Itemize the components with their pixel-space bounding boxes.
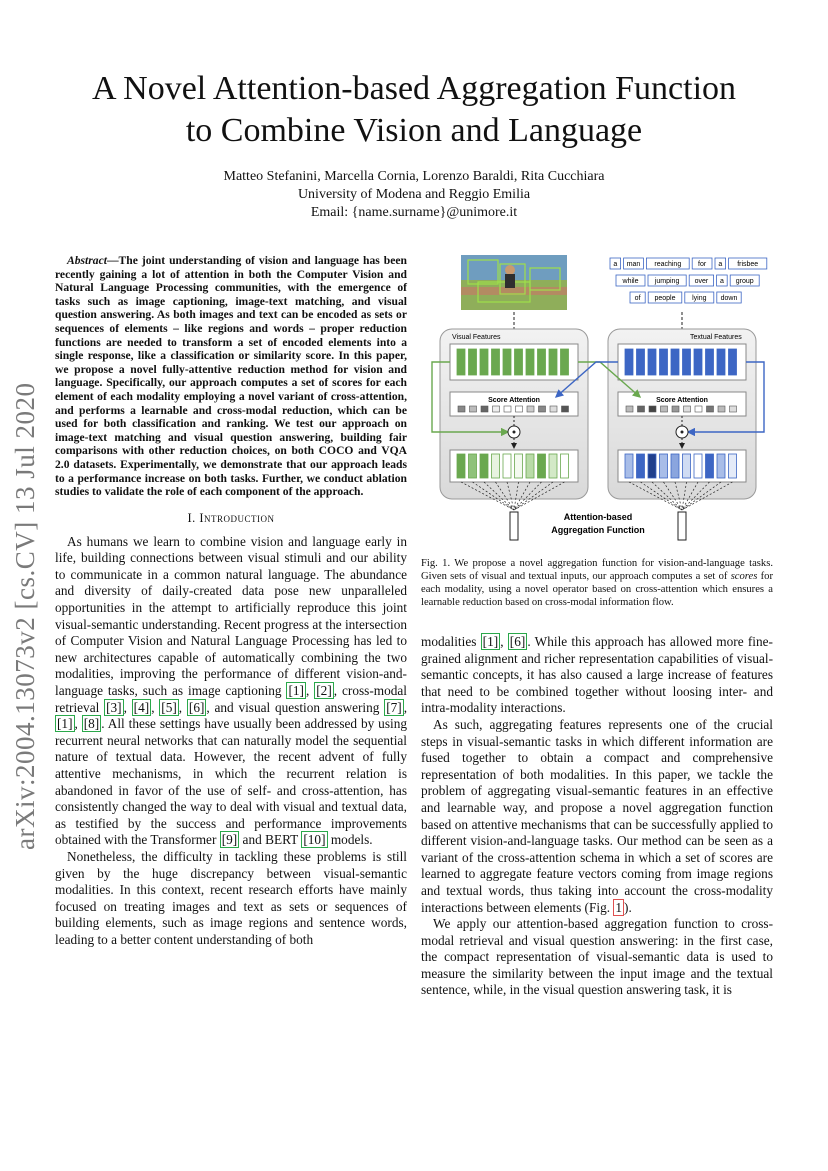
feature-bar (671, 349, 679, 375)
intro-text: models. (327, 832, 373, 848)
title-line-1: A Novel Attention-based Aggregation Function (91, 70, 737, 107)
feature-bar (538, 349, 546, 375)
intro-text: and BERT (239, 832, 302, 848)
figure-caption (421, 557, 773, 609)
abstract-label: Abstract (67, 254, 107, 267)
score-cell (649, 406, 656, 412)
citation-link[interactable]: [4] (133, 699, 150, 715)
feature-bar (729, 349, 737, 375)
score-cell (672, 406, 679, 412)
word-token: frisbee (737, 261, 759, 268)
author-block (60, 168, 768, 222)
feature-bar (717, 454, 725, 478)
word-token: down (720, 295, 738, 302)
aggregation-label-1: Attention-based (563, 512, 633, 522)
feature-bar (729, 454, 737, 478)
word-token: group (735, 278, 754, 285)
input-words (610, 258, 767, 303)
intro-text: As humans we learn to combine vision and language early in life, building connections between visual stimuli and our ability to communicate in a common natural language. The abundance and diversity of daily-created data pose new unparalleled opportunities in the attempt to artificially reproduce this joint visual-semantic understanding. Recent progress at the intersection of Computer Vision and Natural Language Processing has led to new architectures capable of automatically combining the two modalities, improving the performance of different vision-and-language tasks, such as image captioning (55, 533, 407, 699)
score-cell (470, 406, 477, 412)
word-token: people (654, 295, 676, 302)
intro-text: , cross-modal retrieval (55, 683, 407, 715)
citation-link[interactable]: [7] (386, 699, 402, 715)
score-cell (638, 406, 645, 412)
feature-bar (648, 349, 656, 375)
feature-bar (480, 349, 488, 375)
feature-bar (480, 454, 488, 478)
word-token: for (698, 261, 707, 268)
figure-1 (420, 252, 780, 552)
word-token: while (622, 278, 639, 285)
citation-link[interactable]: [8] (83, 716, 100, 732)
intro-paragraph-2: Nonetheless, the difficulty in tackling these problems is still given by the huge discrepancy between visual-semantic modalities. In this context, recent research efforts have mainly focused on treating images and text as sets or sequences of building elements, such as image regions and sentence words, leading to a better content understanding of both (55, 848, 407, 947)
word-token: man (626, 261, 641, 268)
citation-link[interactable]: [2] (316, 683, 332, 699)
feature-bar (717, 349, 725, 375)
score-cell (550, 406, 557, 412)
feature-bar (671, 454, 679, 478)
feature-bar (526, 349, 534, 375)
feature-bar (683, 349, 691, 375)
score-cell (684, 406, 691, 412)
word-token: lying (692, 295, 707, 302)
citation-link[interactable]: [3] (106, 699, 122, 715)
feature-bar (694, 349, 702, 375)
feature-bar (457, 349, 465, 375)
feature-bar (648, 454, 656, 478)
score-cell (516, 406, 523, 412)
feature-bar (549, 349, 557, 375)
body-text: As such, aggregating features represents one of the crucial steps in visual-semantic tasks in which different information are fused together to obtain a compact and comprehensive representation of both modalities. In this paper, we tackle the problem of aggregating visual-semantic features in an effective and learnable way, and propose a novel aggregation function based on attentive mechanisms that can be successfully applied to different vision-and-language tasks. Our method can be seen as a variant of the cross-attention schema in which a set of scores are learned to aggregate feature vectors coming from image regions and textual words, thus taking into account the cross-modality interactions between elements (Fig. (421, 716, 773, 915)
word-token: reaching (654, 261, 682, 268)
feature-bar (503, 349, 511, 375)
email: Email: {name.surname}@unimore.it (310, 205, 518, 220)
word-token: jumping (654, 278, 680, 285)
citation-link[interactable]: [6] (188, 699, 205, 715)
feature-bar (660, 349, 668, 375)
score-cell (527, 406, 534, 412)
feature-bar (515, 349, 523, 375)
feature-bar (469, 454, 477, 478)
feature-bar (561, 454, 569, 478)
input-image (461, 255, 567, 310)
feature-bar (694, 454, 702, 478)
intro-paragraph-1: As humans we learn to combine vision and language early in life, building connections between visual stimuli and our ability to communicate in a common natural language. The abundance and diversity of daily-created data pose new unparalleled opportunities in the attempt to artificially reproduce this joint visual-semantic understanding. Recent progress at the intersection of Computer Vision and Natural Language Processing has led to new architectures capable of automatically combining the two modalities, improving the performance of different vision-and-language tasks, such as image captioning [1] , [2] , cross-modal retrieval [3] , [4] , [5] , [6] , and visual question answering [7] , [1] , [8] . All these settings have usually been addressed by using recurrent neural networks that can naturally model the sequential nature of textual data. However, the recent advent of fully attentive mechanisms, in which the recurrent relation is abandoned in favor of the use of self- and cross-attention, has consistently changed the way to deal with visual and textual data, as testified by the success and performance improvements obtained with the Transformer [9] and BERT [10] models. (55, 533, 408, 848)
feature-bar (457, 454, 465, 478)
feature-bar (492, 454, 500, 478)
paper-title (60, 68, 768, 152)
feature-bar (503, 454, 511, 478)
body-text: ). (624, 899, 632, 915)
score-cell (481, 406, 488, 412)
score-cell (730, 406, 737, 412)
feature-bar (625, 454, 633, 478)
score-attention-label: Score Attention (656, 397, 708, 404)
citation-link[interactable]: [5] (161, 699, 177, 715)
word-token: over (694, 278, 709, 285)
feature-bar (549, 454, 557, 478)
feature-bar (683, 454, 691, 478)
left-column (55, 254, 407, 949)
citation-link[interactable]: [1] (482, 634, 499, 649)
abstract (55, 254, 407, 499)
feature-bar (561, 349, 569, 375)
citation-link[interactable]: [9] (221, 832, 238, 848)
score-cell (539, 406, 546, 412)
feature-bar (625, 349, 633, 375)
feature-bar (515, 454, 523, 478)
score-cell (707, 406, 714, 412)
aggregation-diagram (420, 252, 780, 552)
affiliation: University of Modena and Reggio Emilia (297, 187, 531, 202)
word-token: a (719, 278, 724, 285)
section-heading: I. Introduction (187, 510, 275, 525)
score-cell (562, 406, 569, 412)
visual-score-attention (450, 392, 578, 416)
intro-text: , and visual question answering (206, 699, 385, 715)
citation-link[interactable]: [10] (303, 832, 326, 848)
caption-emphasis: scores (730, 571, 758, 582)
score-cell (695, 406, 702, 412)
textual-features-label: Textual Features (690, 334, 742, 341)
score-cell (493, 406, 500, 412)
feature-bar (492, 349, 500, 375)
visual-output-vector (510, 512, 518, 540)
right-paragraph-3: We apply our attention-based aggregation function to cross-modal retrieval and visual question answering: in the first case, the compact representation of visual-semantic data is used to measure the similarity between the input image and the textual sentence, while, in the visual question answering task, it is (421, 916, 773, 998)
arxiv-identifier-stamp: arXiv:2004.13073v2 [cs.CV] 13 Jul 2020 (10, 382, 40, 850)
authors: Matteo Stefanini, Marcella Cornia, Lorenzo Baraldi, Rita Cucchiara (223, 169, 605, 184)
figure-link[interactable]: 1 (615, 899, 623, 915)
aggregation-label-2: Aggregation Function (551, 525, 645, 535)
textual-output-vector (678, 512, 686, 540)
caption-text: for each modality, using a novel operator based on cross-attention which ensures a learnable reduction based on cross-modal information flow. (421, 571, 773, 608)
score-attention-label: Score Attention (488, 397, 540, 404)
word-token: of (634, 295, 641, 302)
feature-bar (637, 454, 645, 478)
feature-bar (637, 349, 645, 375)
score-cell (626, 406, 633, 412)
right-column (421, 634, 773, 999)
right-paragraph-2 (421, 717, 773, 916)
body-text: . While this approach has allowed more fine-grained alignment and richer representation capabilities of visual-semantic concepts, it has also caused a large increase of features that need to be combined together without loosing inter- and intra-modality interactions. (421, 634, 773, 716)
score-cell (458, 406, 465, 412)
score-cell (718, 406, 725, 412)
citation-link[interactable]: [1] (288, 683, 304, 699)
body-text: modalities (421, 634, 481, 649)
score-cell (504, 406, 511, 412)
right-paragraph-1: modalities [1] , [6] . While this approach has allowed more fine-grained alignment and richer representation capabilities of visual-semantic concepts, it has also caused a large increase of features that need to be combined together without loosing inter- and intra-modality interactions. (421, 634, 773, 716)
title-line-2: to Combine Vision and Language (185, 112, 643, 149)
feature-bar (538, 454, 546, 478)
abstract-text: —The joint understanding of vision and language has been recently gaining a lot of attention in both the Computer Vision and Natural Language Processing communities, with the emergence of tasks such as image captioning, image-text matching, and visual question answering. As both images and text can be encoded as sets or sequences of elements – like regions and words – proper reduction functions are needed to transform a set of encoded elements into a single response, like a classification or similarity score. In this paper, we propose a novel fully-attentive reduction method for vision and language. Specifically, our approach computes a set of scores for each element of each modality employing a novel variant of cross-attention, and performs a learnable and cross-modal reduction, which can be used for both classification and ranking. We test our approach on image-text matching and visual question answering, building fair comparisons with other reduction choices, on both COCO and VQA 2.0 datasets. Experimentally, we demonstrate that our approach leads to a performance increase on both tasks. Further, we conduct ablation studies to validate the role of each component of the approach. (55, 254, 407, 499)
feature-bar (526, 454, 534, 478)
feature-bar (706, 349, 714, 375)
citation-link[interactable]: [1] (57, 716, 73, 732)
score-cell (661, 406, 668, 412)
word-token: a (613, 261, 618, 268)
intro-text: . All these settings have usually been addressed by using recurrent neural networks that can naturally model the sequential nature of textual data. However, the recent advent of fully attentive mechanisms, in which the recurrent relation is abandoned in favor of the use of self- and cross-attention, has consistently changed the way to deal with visual and textual data, as testified by the success and performance improvements obtained with the Transformer (55, 716, 407, 848)
citation-link[interactable]: [6] (509, 634, 526, 649)
feature-bar (660, 454, 668, 478)
word-token: a (718, 261, 723, 268)
textual-score-attention (618, 392, 746, 416)
visual-features-label: Visual Features (452, 334, 501, 341)
feature-bar (469, 349, 477, 375)
feature-bar (706, 454, 714, 478)
caption-text: Fig. 1. We propose a novel aggregation function for vision-and-language tasks. Given sets of visual and textual inputs, our approach computes a set of (421, 558, 773, 582)
